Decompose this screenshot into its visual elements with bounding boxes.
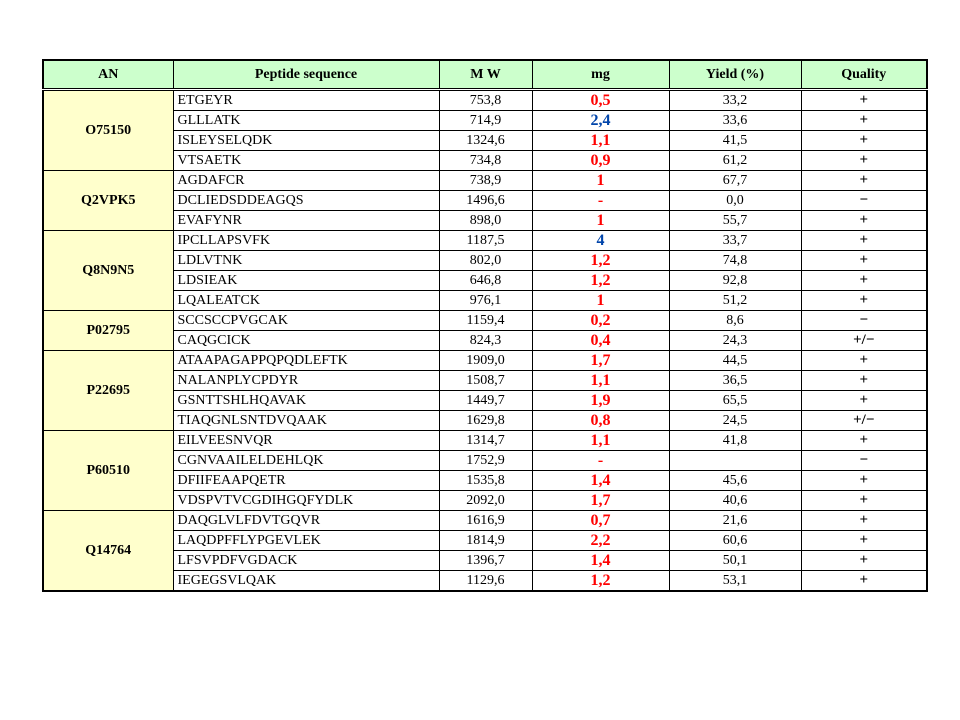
peptide-sequence: LAQDPFFLYPGEVLEK — [173, 531, 439, 551]
accession-number: Q8N9N5 — [43, 231, 173, 311]
quality-value: + — [801, 211, 927, 231]
quality-value: + — [801, 231, 927, 251]
mg-value: 0,8 — [532, 411, 669, 431]
quality-value: + — [801, 351, 927, 371]
accession-number: P02795 — [43, 311, 173, 351]
yield-value: 41,8 — [669, 431, 801, 451]
peptide-sequence: LDLVTNK — [173, 251, 439, 271]
table-row — [43, 231, 927, 251]
quality-value: + — [801, 251, 927, 271]
peptide-sequence: TIAQGNLSNTDVQAAK — [173, 411, 439, 431]
quality-value: + — [801, 491, 927, 511]
quality-value: + — [801, 391, 927, 411]
quality-value: + — [801, 271, 927, 291]
yield-value: 60,6 — [669, 531, 801, 551]
molecular-weight: 734,8 — [439, 151, 532, 171]
mg-value: 1 — [532, 171, 669, 191]
mg-value: 1 — [532, 291, 669, 311]
yield-value: 36,5 — [669, 371, 801, 391]
yield-value: 8,6 — [669, 311, 801, 331]
molecular-weight: 1159,4 — [439, 311, 532, 331]
yield-value: 41,5 — [669, 131, 801, 151]
peptide-sequence: LFSVPDFVGDACK — [173, 551, 439, 571]
table-row — [43, 431, 927, 451]
molecular-weight: 824,3 — [439, 331, 532, 351]
peptide-sequence: VDSPVTVCGDIHGQFYDLK — [173, 491, 439, 511]
mg-value: - — [532, 451, 669, 471]
accession-number: P60510 — [43, 431, 173, 511]
quality-value: + — [801, 571, 927, 592]
quality-value: − — [801, 191, 927, 211]
mg-value: - — [532, 191, 669, 211]
table-row — [43, 331, 927, 351]
yield-value: 40,6 — [669, 491, 801, 511]
yield-value: 61,2 — [669, 151, 801, 171]
molecular-weight: 1396,7 — [439, 551, 532, 571]
molecular-weight: 1814,9 — [439, 531, 532, 551]
molecular-weight: 1535,8 — [439, 471, 532, 491]
table-row — [43, 291, 927, 311]
mg-value: 1 — [532, 211, 669, 231]
quality-value: +/− — [801, 411, 927, 431]
molecular-weight: 646,8 — [439, 271, 532, 291]
yield-value: 33,6 — [669, 111, 801, 131]
table-row — [43, 551, 927, 571]
table-row — [43, 371, 927, 391]
peptide-sequence: DCLIEDSDDEAGQS — [173, 191, 439, 211]
yield-value: 55,7 — [669, 211, 801, 231]
peptide-sequence: VTSAETK — [173, 151, 439, 171]
molecular-weight: 1187,5 — [439, 231, 532, 251]
yield-value: 92,8 — [669, 271, 801, 291]
mg-value: 1,1 — [532, 431, 669, 451]
quality-value: − — [801, 311, 927, 331]
mg-value: 1,4 — [532, 551, 669, 571]
quality-value: + — [801, 90, 927, 111]
header-quality: Quality — [801, 60, 927, 90]
peptide-sequence: DAQGLVLFDVTGQVR — [173, 511, 439, 531]
molecular-weight: 1616,9 — [439, 511, 532, 531]
table-row — [43, 311, 927, 331]
table-row — [43, 451, 927, 471]
molecular-weight: 1449,7 — [439, 391, 532, 411]
table-row — [43, 511, 927, 531]
accession-number: Q2VPK5 — [43, 171, 173, 231]
mg-value: 0,4 — [532, 331, 669, 351]
yield-value: 50,1 — [669, 551, 801, 571]
molecular-weight: 1629,8 — [439, 411, 532, 431]
quality-value: + — [801, 171, 927, 191]
peptide-sequence: EILVEESNVQR — [173, 431, 439, 451]
table-row — [43, 531, 927, 551]
molecular-weight: 1909,0 — [439, 351, 532, 371]
table-row — [43, 351, 927, 371]
header-mw: M W — [439, 60, 532, 90]
peptide-table — [42, 59, 928, 592]
yield-value: 67,7 — [669, 171, 801, 191]
molecular-weight: 1129,6 — [439, 571, 532, 592]
table-row — [43, 111, 927, 131]
table-row — [43, 151, 927, 171]
table-row — [43, 411, 927, 431]
yield-value: 44,5 — [669, 351, 801, 371]
header-peptide-sequence: Peptide sequence — [173, 60, 439, 90]
peptide-sequence: CAQGCICK — [173, 331, 439, 351]
yield-value: 74,8 — [669, 251, 801, 271]
quality-value: + — [801, 291, 927, 311]
peptide-sequence: SCCSCCPVGCAK — [173, 311, 439, 331]
molecular-weight: 714,9 — [439, 111, 532, 131]
mg-value: 0,2 — [532, 311, 669, 331]
peptide-sequence: ISLEYSELQDK — [173, 131, 439, 151]
peptide-sequence: ATAAPAGAPPQPQDLEFTK — [173, 351, 439, 371]
table-row — [43, 491, 927, 511]
mg-value: 2,2 — [532, 531, 669, 551]
molecular-weight: 1508,7 — [439, 371, 532, 391]
molecular-weight: 1496,6 — [439, 191, 532, 211]
yield-value: 24,3 — [669, 331, 801, 351]
peptide-sequence: IEGEGSVLQAK — [173, 571, 439, 592]
table-row — [43, 131, 927, 151]
yield-value: 65,5 — [669, 391, 801, 411]
peptide-sequence: CGNVAAILELDEHLQK — [173, 451, 439, 471]
accession-number: O75150 — [43, 90, 173, 171]
header-yield: Yield (%) — [669, 60, 801, 90]
molecular-weight: 1314,7 — [439, 431, 532, 451]
molecular-weight: 753,8 — [439, 90, 532, 111]
molecular-weight: 802,0 — [439, 251, 532, 271]
mg-value: 1,2 — [532, 251, 669, 271]
mg-value: 1,9 — [532, 391, 669, 411]
quality-value: + — [801, 151, 927, 171]
yield-value: 33,7 — [669, 231, 801, 251]
yield-value: 45,6 — [669, 471, 801, 491]
molecular-weight: 2092,0 — [439, 491, 532, 511]
table-row — [43, 90, 927, 111]
yield-value: 33,2 — [669, 90, 801, 111]
mg-value: 1,2 — [532, 571, 669, 592]
mg-value: 1,1 — [532, 131, 669, 151]
quality-value: + — [801, 431, 927, 451]
peptide-sequence: IPCLLAPSVFK — [173, 231, 439, 251]
table-row — [43, 571, 927, 592]
quality-value: + — [801, 551, 927, 571]
molecular-weight: 1752,9 — [439, 451, 532, 471]
peptide-sequence: EVAFYNR — [173, 211, 439, 231]
table-body — [43, 90, 927, 592]
table-row — [43, 271, 927, 291]
molecular-weight: 738,9 — [439, 171, 532, 191]
peptide-sequence: GSNTTSHLHQAVAK — [173, 391, 439, 411]
peptide-sequence: DFIIFEAAPQETR — [173, 471, 439, 491]
accession-number: Q14764 — [43, 511, 173, 592]
mg-value: 1,7 — [532, 351, 669, 371]
peptide-sequence: NALANPLYCPDYR — [173, 371, 439, 391]
header-an: AN — [43, 60, 173, 90]
mg-value: 0,5 — [532, 90, 669, 111]
mg-value: 2,4 — [532, 111, 669, 131]
mg-value: 1,2 — [532, 271, 669, 291]
header-mg: mg — [532, 60, 669, 90]
peptide-sequence: LQALEATCK — [173, 291, 439, 311]
yield-value: 51,2 — [669, 291, 801, 311]
peptide-sequence: AGDAFCR — [173, 171, 439, 191]
yield-value: 21,6 — [669, 511, 801, 531]
mg-value: 0,7 — [532, 511, 669, 531]
table-header-row — [43, 60, 927, 90]
yield-value: 0,0 — [669, 191, 801, 211]
molecular-weight: 976,1 — [439, 291, 532, 311]
yield-value: 24,5 — [669, 411, 801, 431]
quality-value: + — [801, 111, 927, 131]
table-row — [43, 191, 927, 211]
mg-value: 1,1 — [532, 371, 669, 391]
peptide-sequence: GLLLATK — [173, 111, 439, 131]
peptide-sequence: LDSIEAK — [173, 271, 439, 291]
yield-value: 53,1 — [669, 571, 801, 592]
molecular-weight: 1324,6 — [439, 131, 532, 151]
quality-value: + — [801, 371, 927, 391]
table-row — [43, 471, 927, 491]
accession-number: P22695 — [43, 351, 173, 431]
table-row — [43, 171, 927, 191]
mg-value: 1,7 — [532, 491, 669, 511]
quality-value: + — [801, 511, 927, 531]
quality-value: − — [801, 451, 927, 471]
mg-value: 0,9 — [532, 151, 669, 171]
table-row — [43, 251, 927, 271]
yield-value — [669, 451, 801, 471]
quality-value: + — [801, 531, 927, 551]
peptide-sequence: ETGEYR — [173, 90, 439, 111]
quality-value: + — [801, 131, 927, 151]
mg-value: 1,4 — [532, 471, 669, 491]
mg-value: 4 — [532, 231, 669, 251]
molecular-weight: 898,0 — [439, 211, 532, 231]
quality-value: + — [801, 471, 927, 491]
quality-value: +/− — [801, 331, 927, 351]
table-row — [43, 211, 927, 231]
table-row — [43, 391, 927, 411]
